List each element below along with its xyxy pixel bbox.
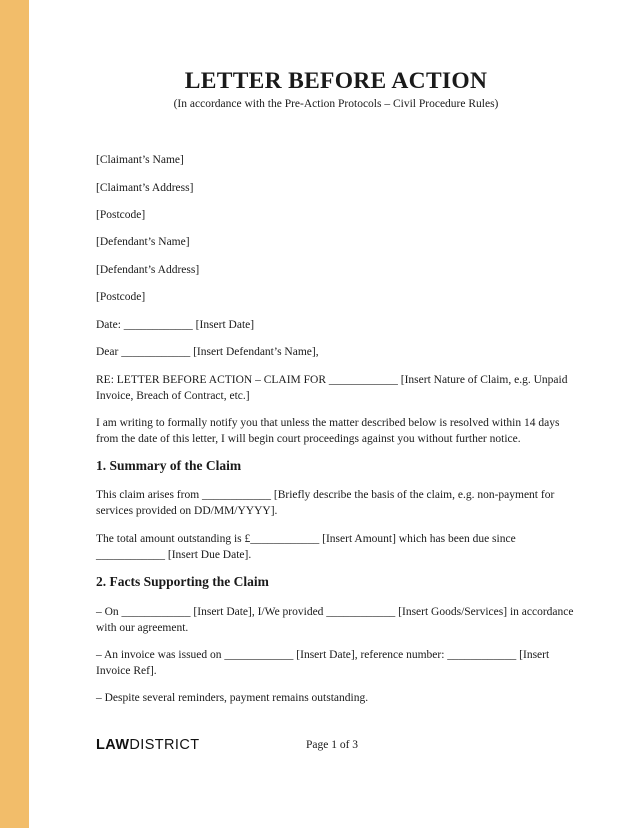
decorative-side-bar	[0, 0, 29, 828]
defendant-name-field: [Defendant’s Name]	[96, 236, 190, 248]
salutation-line: Dear ____________ [Insert Defendant’s Name],	[96, 346, 319, 358]
section-2-bullet-3: – Despite several reminders, payment remains outstanding.	[96, 692, 369, 704]
re-line: RE: LETTER BEFORE ACTION – CLAIM FOR ____________ [Insert Nature of Claim, e.g. Unpaid Invoice, Breach of Contract, etc.]	[96, 374, 568, 402]
logo-word-district: DISTRICT	[129, 737, 200, 753]
claimant-name-field: [Claimant’s Name]	[96, 154, 184, 166]
section-2-bullet-1: – On ____________ [Insert Date], I/We provided ____________ [Insert Goods/Services] in accordance with our agreement.	[96, 606, 574, 634]
section-2-heading: 2. Facts Supporting the Claim	[96, 574, 269, 589]
page-number: Page 1 of 3	[306, 739, 359, 751]
section-1-paragraph-2: The total amount outstanding is £____________ [Insert Amount] which has been due since ____________ [Insert Due Date].	[96, 533, 516, 561]
section-2-bullet-2: – An invoice was issued on ____________ [Insert Date], reference number: ____________ [Insert Invoice Ref].	[96, 649, 550, 677]
section-1-heading: 1. Summary of the Claim	[96, 458, 242, 473]
claimant-address-field: [Claimant’s Address]	[96, 182, 194, 194]
claimant-postcode-field: [Postcode]	[96, 209, 146, 221]
section-1-paragraph-1: This claim arises from ____________ [Briefly describe the basis of the claim, e.g. non-payment for services provided on DD/MM/YYYY].	[96, 489, 555, 517]
document-title: LETTER BEFORE ACTION	[184, 68, 488, 94]
defendant-postcode-field: [Postcode]	[96, 291, 146, 303]
defendant-address-field: [Defendant’s Address]	[96, 264, 200, 276]
document-subtitle: (In accordance with the Pre-Action Protocols – Civil Procedure Rules)	[173, 98, 499, 110]
intro-paragraph: I am writing to formally notify you that unless the matter described below is resolved within 14 days from the date of this letter, I will begin court proceedings against you without further notice.	[96, 417, 560, 445]
lawdistrict-logo	[96, 737, 199, 753]
date-line: Date: ____________ [Insert Date]	[96, 319, 255, 331]
logo-word-law: LAW	[96, 737, 130, 753]
